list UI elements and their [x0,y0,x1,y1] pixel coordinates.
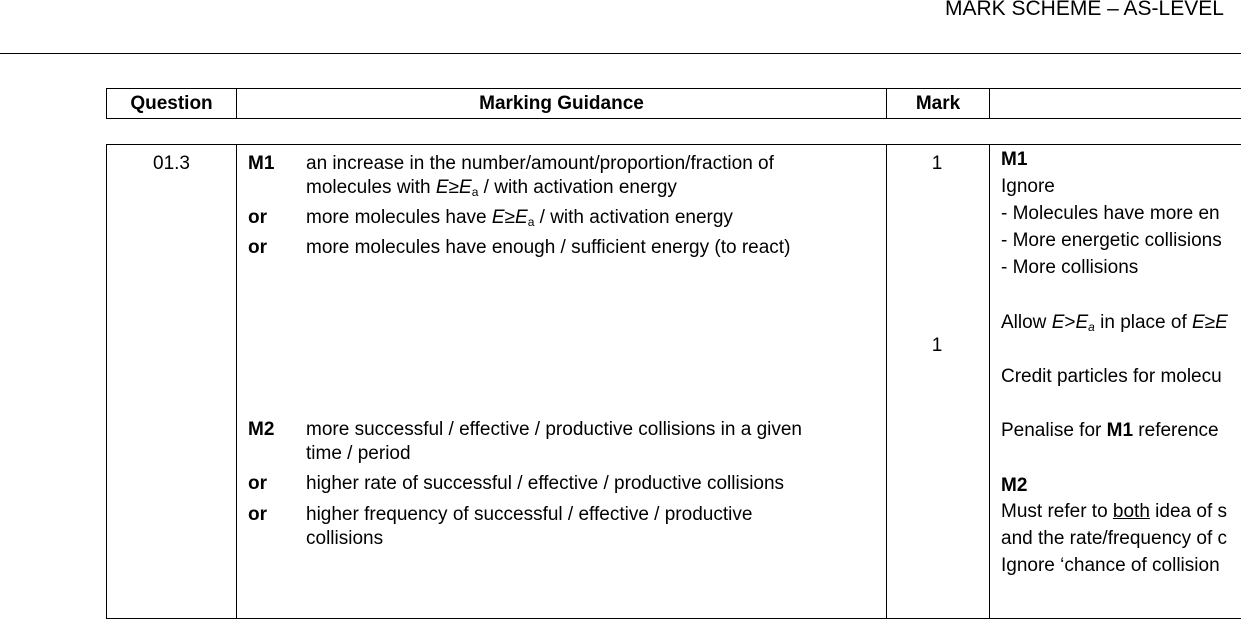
comment-ignore-chance: Ignore ‘chance of collision [1001,555,1220,576]
comment-ignore: Ignore [1001,176,1055,197]
comment-rate-frequency: and the rate/frequency of c [1001,528,1228,549]
m1-line-2: molecules with $E\ge E_a$ / with activation energy [306,177,677,199]
or-label-1: or [248,207,267,228]
or-alternative-4-line-2: collisions [306,528,384,549]
header-divider-3 [989,88,990,119]
m2-line-2: time / period [306,443,411,464]
comment-ignore-item-3: - More collisions [1001,257,1139,278]
m2-line-1: more successful / effective / productive collisions in a given [306,419,802,440]
mark-m2: 1 [931,335,943,356]
body-divider-1 [236,144,237,619]
or-alternative-4-line-1: higher frequency of successful / effective / productive [306,504,753,525]
body-divider-2 [886,144,887,619]
comment-must-refer: Must refer to both idea of s [1001,501,1228,522]
comment-penalise: Penalise for M1 reference [1001,420,1219,441]
comment-ignore-item-1: - Molecules have more en [1001,203,1220,224]
comment-m2-heading: M2 [1001,475,1028,496]
column-header-guidance: Marking Guidance [479,93,644,114]
page-header-title: MARK SCHEME – AS-LEVEL [945,0,1224,20]
or-alternative-2: more molecules have enough / sufficient energy (to react) [306,237,791,258]
or-alternative-3: higher rate of successful / effective / productive collisions [306,473,785,494]
comment-ignore-item-2: - More energetic collisions [1001,230,1222,251]
m2-label: M2 [248,419,275,440]
or-label-3: or [248,473,267,494]
comment-credit: Credit particles for molecu [1001,366,1222,387]
header-divider [0,53,1241,54]
mark-m1: 1 [931,153,943,174]
column-header-mark: Mark [915,93,961,114]
or-alternative-1: more molecules have $E\ge E_a$ / with activation energy [306,207,733,229]
column-header-question: Question [130,93,213,114]
or-label-4: or [248,504,267,525]
comment-allow: Allow $E>E_a$ in place of E≥E [1001,312,1228,334]
comment-m1-heading: M1 [1001,149,1028,170]
or-label-2: or [248,237,267,258]
m1-label: M1 [248,153,275,174]
m1-line-1: an increase in the number/amount/proportion/fraction of [306,153,774,174]
question-number: 01.3 [153,153,190,174]
body-divider-3 [989,144,990,619]
